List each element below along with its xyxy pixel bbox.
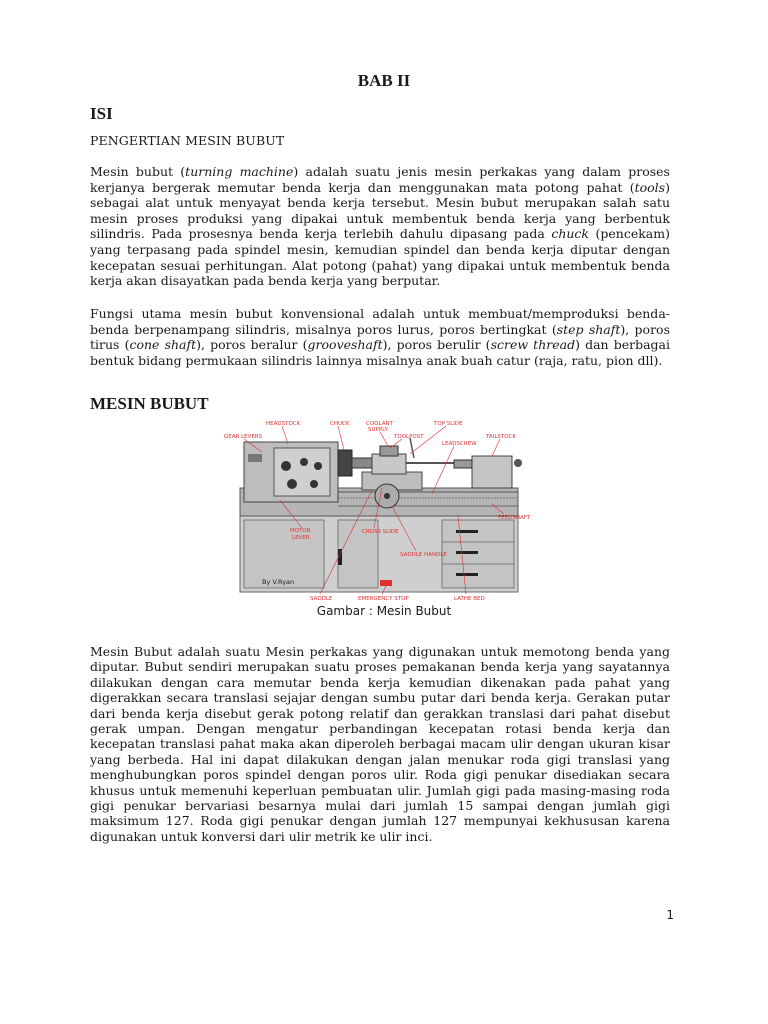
label-saddle: SADDLE [310, 596, 333, 602]
label-feedshaft: FEEDSHAFT [498, 515, 531, 521]
label-top-slide: TOP SLIDE [434, 421, 463, 427]
page-number: 1 [666, 908, 674, 922]
label-saddle-handle: SADDLE HANDLE [400, 552, 447, 558]
label-headstock: HEADSTOCK [266, 421, 301, 427]
label-cross-slide: CROSS SLIDE [362, 529, 399, 535]
label-emergency-stop: EMERGENCY STOP [358, 596, 409, 602]
label-author: By V.Ryan [262, 578, 295, 586]
label-leadscrew: LEADSCREW [442, 441, 477, 447]
drawer-handle [456, 573, 478, 576]
paragraph-function: Fungsi utama mesin bubut konvensional adalah untuk membuat/memproduksi benda-benda berpenampang silindris, misalnya poros lurus, poros bertingkat (step shaft), poros tirus (cone shaft), poros beralur (grooveshaft), poros berulir (screw thread) dan berbagai bentuk bidang permukaan silindris lainnya misalnya anak buah catur (raja, ratu, pion dll). [90, 306, 670, 368]
label-gear-levers: GEAR LEVERS [224, 434, 263, 440]
label-motor: MOTOR [290, 528, 311, 534]
toolpost [380, 446, 398, 456]
paragraph-definition: Mesin bubut (turning machine) adalah suatu jenis mesin perkakas yang dalam proses kerjanya bergerak memutar benda kerja dan menggunakan mata potong pahat (tools) sebagai alat untuk menyayat benda kerja tersebut. Mesin bubut merupakan salah satu mesin proses produksi yang dipakai untuk membentuk benda kerja yang berbentuk silindris. Pada prosesnya benda kerja terlebih dahulu dipasang pada chuck (pencekam) yang terpasang pada spindel mesin, kemudian spindel dan benda kerja diputar dengan kecepatan sesuai perhitungan. Alat potong (pahat) yang dipakai untuk membentuk benda kerja akan disayatkan pada benda kerja yang berputar. [90, 164, 670, 289]
label-coolant: COOLANT [366, 421, 393, 427]
emergency-stop-button [380, 580, 392, 586]
tailstock [472, 456, 512, 488]
section-heading-isi: ISI [90, 104, 113, 123]
paragraph-explanation: Mesin Bubut adalah suatu Mesin perkakas yang digunakan untuk memotong benda yang diputar. Bubut sendiri merupakan suatu proses pemakanan benda kerja yang sayatannya dilakukan dengan cara memutar benda kerja kemudian dikenakan pada pahat yang digerakkan secara translasi sejajar dengan sumbu putar dari benda kerja. Gerakan putar dari benda kerja disebut gerak potong relatif dan gerakkan translasi dari pahat disebut gerak umpan. Dengan mengatur perbandingan kecepatan rotasi benda kerja dan kecepatan translasi pahat maka akan diperoleh berbagai macam ulir dengan ukuran kisar yang berbeda. Hal ini dapat dilakukan dengan jalan menukar roda gigi translasi yang menghubungkan poros spindel dengan poros ulir. Roda gigi penukar disediakan secara khusus untuk memenuhi keperluan pembuatan ulir. Jumlah gigi pada masing-masing roda gigi penukar bervariasi besarnya mulai dari jumlah 15 sampai dengan jumlah gigi maksimum 127. Roda gigi penukar dengan jumlah 127 mempunyai kekhususan karena digunakan untuk konversi dari ulir metrik ke ulir inci. [90, 644, 670, 844]
drawer-handle [456, 551, 478, 554]
chuck [338, 450, 352, 476]
label-toolpost: TOOLPOST [394, 434, 424, 440]
subsection-heading-pengertian: PENGERTIAN MESIN BUBUT [90, 133, 285, 148]
figure-caption: Gambar : Mesin Bubut [316, 604, 452, 618]
chapter-title: BAB II [357, 71, 411, 90]
cross-slide [372, 454, 406, 474]
lathe-diagram [222, 418, 540, 602]
label-chuck: CHUCK [330, 421, 350, 427]
gear-lever-panel [274, 448, 330, 496]
label-tailstock: TAILSTOCK [486, 434, 517, 440]
label-supply: SUPPLY [368, 427, 388, 433]
label-lever: LEVER [292, 535, 310, 541]
label-lathe-bed: LATHE BED [454, 596, 485, 602]
lathe-illustration [222, 418, 540, 602]
section-heading-mesin-bubut: MESIN BUBUT [90, 394, 209, 413]
